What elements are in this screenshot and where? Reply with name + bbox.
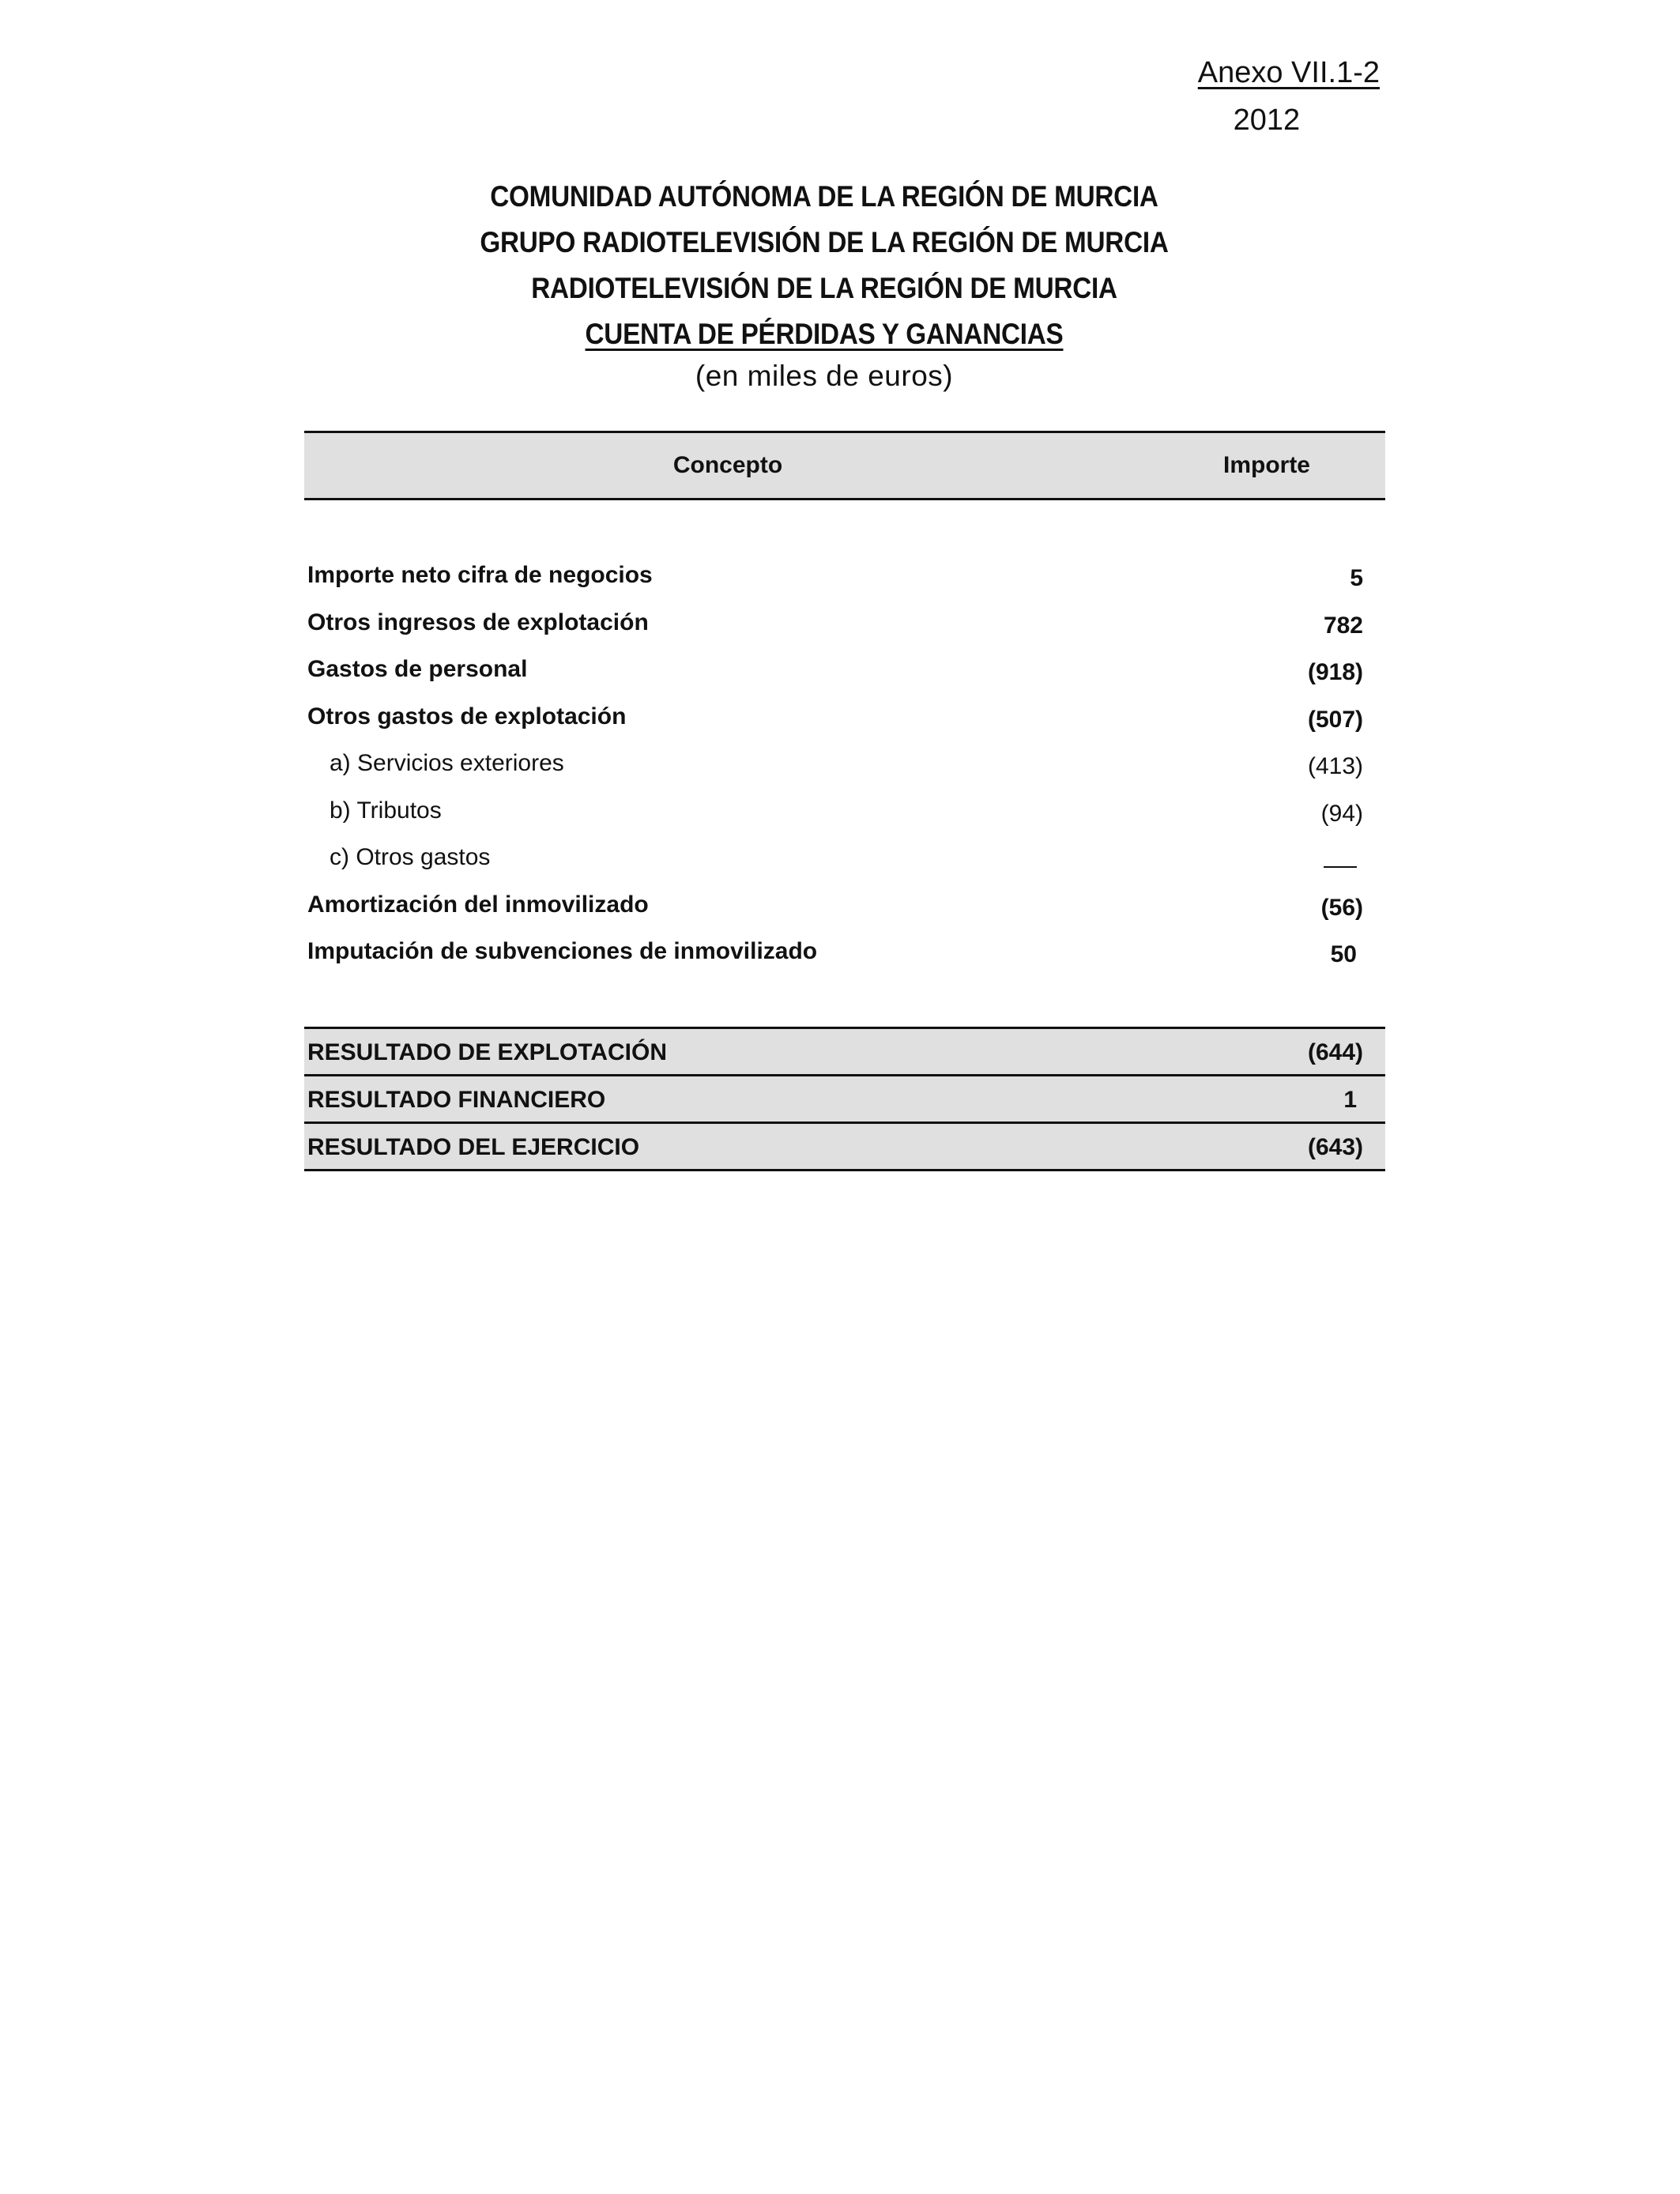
table-body (304, 554, 1385, 978)
row-value: (56) (1320, 894, 1363, 921)
table-row (304, 836, 1385, 884)
row-label: Otros gastos de explotación (307, 703, 627, 729)
title-statement (68, 311, 1580, 357)
row-value: (918) (1307, 659, 1363, 685)
annex-code: Anexo VII.1-2 (1197, 56, 1380, 89)
row-label: Imputación de subvenciones de inmovilizado (307, 938, 818, 964)
row-value: (507) (1307, 706, 1363, 733)
table-row (304, 742, 1385, 790)
table-row (304, 696, 1385, 743)
table-row (304, 601, 1385, 649)
table-row (304, 930, 1385, 978)
row-label: c) Otros gastos (330, 844, 491, 870)
result-label: RESULTADO DE EXPLOTACIÓN (307, 1039, 668, 1065)
row-label: Otros ingresos de explotación (307, 609, 649, 635)
row-value: 782 (1323, 612, 1363, 639)
table-row (304, 648, 1385, 696)
table-row (304, 790, 1385, 837)
document-titles (0, 174, 1664, 395)
result-row (304, 1076, 1385, 1124)
row-label: b) Tributos (330, 797, 442, 824)
row-label: Gastos de personal (307, 656, 528, 682)
row-label: a) Servicios exteriores (330, 750, 564, 776)
title-group: GRUPO RADIOTELEVISIÓN DE LA REGIÓN DE MURCIA (480, 226, 1169, 258)
title-unit: (en miles de euros) (695, 360, 954, 392)
row-value: 5 (1350, 565, 1363, 591)
empty-value-dash (1324, 849, 1357, 868)
title-entity: RADIOTELEVISIÓN DE LA REGIÓN DE MURCIA (531, 272, 1117, 304)
table-header (304, 431, 1385, 500)
result-value: 1 (1343, 1086, 1357, 1113)
row-value-dash (1324, 847, 1357, 874)
results-section (304, 1027, 1385, 1171)
result-row (304, 1029, 1385, 1076)
row-label: Amortización del inmovilizado (307, 891, 649, 918)
table-row (304, 554, 1385, 601)
row-value: (94) (1320, 800, 1363, 827)
result-value: (644) (1307, 1039, 1363, 1065)
annex-header (1198, 49, 1380, 144)
profit-loss-table (304, 431, 1385, 1171)
annex-year: 2012 (1233, 104, 1301, 137)
result-row (304, 1124, 1385, 1171)
result-value: (643) (1307, 1133, 1363, 1160)
title-community: COMUNIDAD AUTÓNOMA DE LA REGIÓN DE MURCIA (490, 180, 1158, 213)
row-value: 50 (1330, 941, 1357, 967)
result-label: RESULTADO DEL EJERCICIO (307, 1133, 640, 1160)
table-row (304, 884, 1385, 931)
header-amount: Importe (1222, 452, 1310, 478)
row-value: (413) (1307, 753, 1363, 779)
title-statement-text: CUENTA DE PÉRDIDAS Y GANANCIAS (585, 318, 1064, 350)
header-concept: Concepto (672, 452, 783, 478)
result-label: RESULTADO FINANCIERO (307, 1086, 606, 1113)
row-label: Importe neto cifra de negocios (307, 562, 653, 588)
